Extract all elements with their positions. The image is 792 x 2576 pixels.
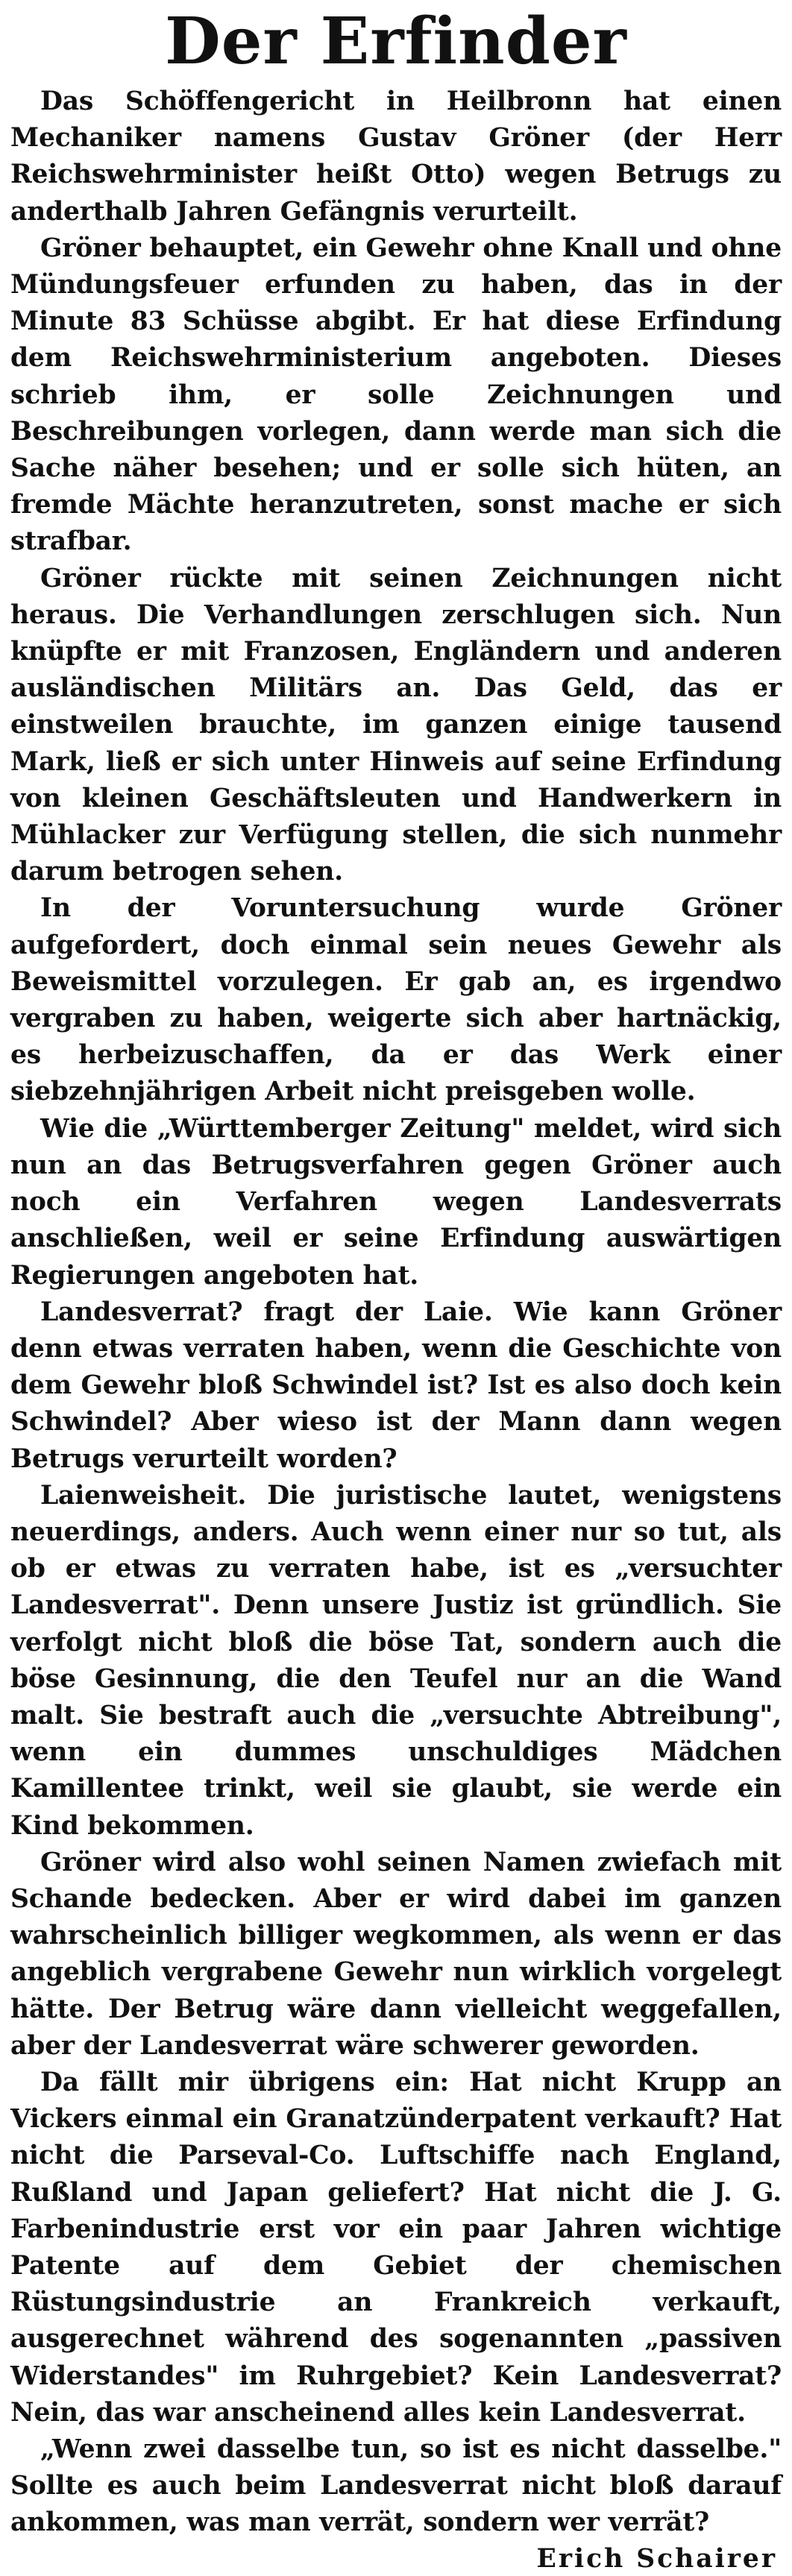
author-signature: Erich Schairer [536,2543,777,2574]
article-paragraph-8: Gröner wird also wohl seinen Namen zwiefach mit Schande bedecken. Aber er wird dabei im ganzen wahrscheinlich billiger wegkommen, als wenn er das angeblich vergrabene Gewehr nun wirklich vorgelegt hätte. Der Betrug wäre dann vielleicht weggefallen, aber der Landesverrat wäre schwerer geworden. [10,1847,782,2061]
article-paragraph-1: Das Schöffengericht in Heilbronn hat einen Mechaniker namens Gustav Gröner (der Herr Reichswehrminister heißt Otto) wegen Betrugs zu anderthalb Jahren Gefängnis verurteilt. [10,86,782,227]
article-paragraph-3: Gröner rückte mit seinen Zeichnungen nicht heraus. Die Verhandlungen zerschlugen sich. Nun knüpfte er mit Franzosen, Engländern und anderen ausländischen Militärs an. Das Geld, das er einstweilen brauchte, im ganzen einige tausend Mark, ließ er sich unter Hinweis auf seine Erfindung von kleinen Geschäftsleuten und Handwerkern in Mühlacker zur Verfügung stellen, die sich nunmehr darum betrogen sehen. [10,563,782,887]
article-paragraph-9: Da fällt mir übrigens ein: Hat nicht Krupp an Vickers einmal ein Granatzünderpatent verkauft? Hat nicht die Parseval-Co. Luftschiffe nach England, Rußland und Japan geliefert? Hat nicht die J. G. Farbenindustrie erst vor ein paar Jahren wichtige Patente auf dem Gebiet der chemischen Rüstungsindustrie an Frankreich verkauft, ausgerechnet während des sogenannten „passiven Widerstandes" im Ruhrgebiet? Kein Landesverrat? Nein, das war anscheinend alles kein Landesverrat. [10,2067,782,2428]
article-paragraph-7: Laienweisheit. Die juristische lautet, wenigstens neuerdings, anders. Auch wenn einer nur so tut, als ob er etwas zu verraten habe, ist es „versuchter Landesverrat". Denn unsere Justiz ist gründlich. Sie verfolgt nicht bloß die böse Tat, sondern auch die böse Gesinnung, die den Teufel nur an die Wand malt. Sie bestraft auch die „versuchte Abtreibung", wenn ein dummes unschuldiges Mädchen Kamillentee trinkt, weil sie glaubt, sie werde ein Kind bekommen. [10,1480,782,1841]
article-paragraph-5: Wie die „Württemberger Zeitung" meldet, wird sich nun an das Betrugsverfahren gegen Gröner auch noch ein Verfahren wegen Landesverrats anschließen, weil er seine Erfindung auswärtigen Regierungen angeboten hat. [10,1113,782,1291]
article-paragraph-2: Gröner behauptet, ein Gewehr ohne Knall und ohne Mündungsfeuer erfunden zu haben, das in der Minute 83 Schüsse abgibt. Er hat diese Erfindung dem Reichswehrministerium angeboten. Dieses schrieb ihm, er solle Zeichnungen und Beschreibungen vorlegen, dann werde man sich die Sache näher besehen; und er solle sich hüten, an fremde Mächte heranzutreten, sonst mache er sich strafbar. [10,233,782,557]
article-paragraph-6: Landesverrat? fragt der Laie. Wie kann Gröner denn etwas verraten haben, wenn die Geschichte von dem Gewehr bloß Schwindel ist? Ist es also doch kein Schwindel? Aber wieso ist der Mann dann wegen Betrugs verurteilt worden? [10,1297,782,1474]
article-paragraph-10: „Wenn zwei dasselbe tun, so ist es nicht dasselbe." Sollte es auch beim Landesverrat nicht bloß darauf ankommen, was man verrät, sondern wer verrät? [10,2434,782,2538]
article-title: Der Erfinder [165,4,627,79]
article-paragraph-4: In der Voruntersuchung wurde Gröner aufgefordert, doch einmal sein neues Gewehr als Beweismittel vorzulegen. Er gab an, es irgendwo vergraben zu haben, weigerte sich aber hartnäckig, es herbeizuschaffen, da er das Werk einer siebzehnjährigen Arbeit nicht preisgeben wolle. [10,893,782,1107]
